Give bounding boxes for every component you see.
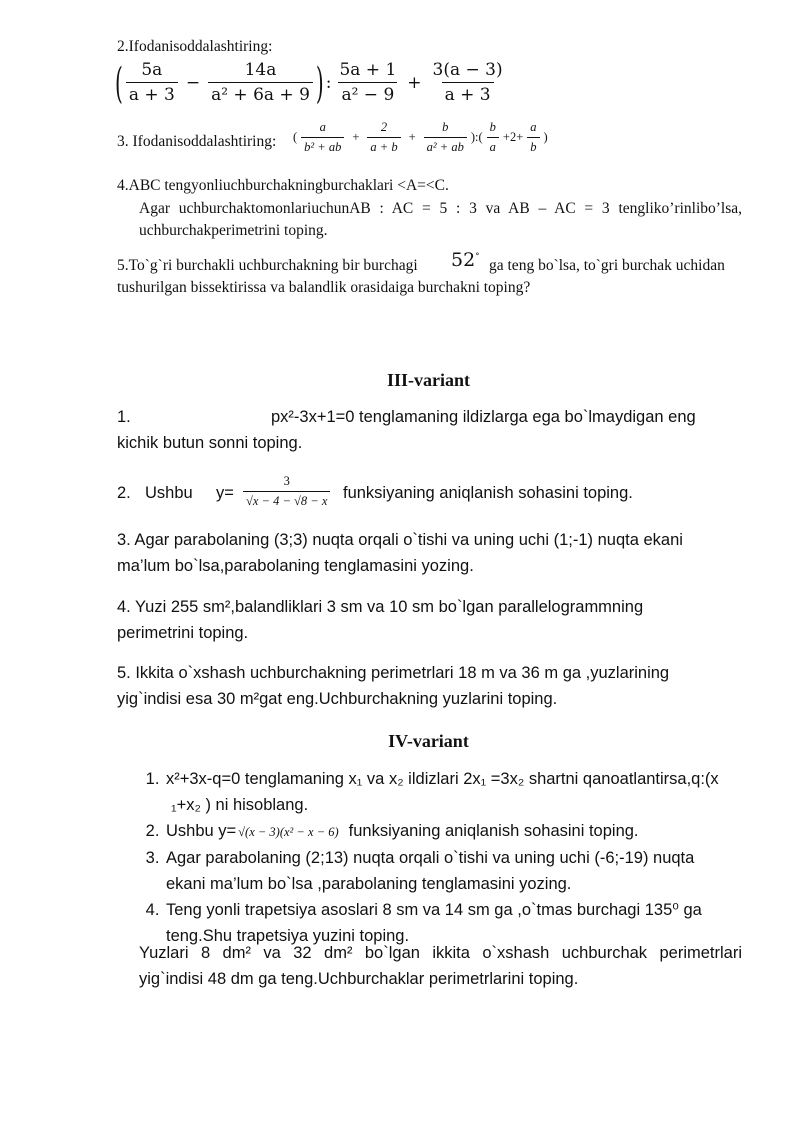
v4-task-4: 4. Teng yonli trapetsiya asoslari 8 sm va 14 sm ga ,o`tmas burchagi 135⁰ ga teng.Shu trapetsiya yuzini toping.: [164, 897, 764, 949]
v4-task-5-line-2: yig`indisi 48 dm ga teng.Uchburchaklar perimetrlarini toping.: [139, 970, 579, 988]
v3-task-5-line-2: yig`indisi esa 30 m²gat eng.Uchburchakning yuzlarini toping.: [117, 690, 558, 708]
task-5-line-1a: 5.To`g`ri burchakli uchburchakning bir burchagi: [117, 257, 418, 274]
v4-task-1: 1. x²+3x-q=0 tenglamaning x₁ va x₂ ildizlari 2x₁ =3x₂ shartni qanoatlantirsa,q:(x ₁+x₂ ) ni hisoblang.: [164, 766, 764, 818]
v3-task-5-line-1: 5. Ikkita o`xshash uchburchakning perimetrlari 18 m va 36 m ga ,yuzlarining: [117, 664, 670, 682]
fraction-3a-minus-3: $\frac{3(a - 3)}{a + 3}$: [432, 60, 503, 105]
variant-4-heading: IV-variant: [388, 731, 469, 751]
task-5-line-1b: ga teng bo`lsa, to`gri burchak uchidan: [489, 257, 725, 274]
variant-3-heading: III-variant: [386, 370, 470, 390]
task-3-expression: ( $\frac{a}{\text{b² + ab}}$ + $\frac{2}{a + b}$ + $\frac{b}{\text{a² + ab}}$ ):( $\frac{b}{a}$ +2+ $\frac{a}{b}$ ): [293, 120, 548, 154]
task-4-line-1: 4.ABC tengyonliuchburchakningburchaklari <A=<C.: [117, 177, 449, 194]
v3-task-1-text: px²-3x+1=0 tenglamaning ildizlarga ega bo`lmaydigan eng: [271, 408, 696, 426]
fraction-5a-plus-1: $\frac{5a + 1}{\text{a² − 9}}$: [339, 60, 397, 105]
v3-task-3-line-1: 3. Agar parabolaning (3;3) nuqta orqali o`tishi va uning uchi (1;-1) nuqta ekani: [117, 531, 683, 549]
v3-task-2-y: y=: [216, 484, 234, 502]
v4-task-3: 3. Agar parabolaning (2;13) nuqta orqali o`tishi va uning uchi (-6;-19) nuqta ekani ma’lum bo`lsa ,parabolaning tenglamasini yozing.: [164, 845, 764, 897]
v3-task-2-suffix: funksiyaning aniqlanish sohasini toping.: [343, 484, 633, 502]
v3-task-2-prefix: Ushbu: [145, 484, 193, 502]
v4-task-5-line-1: Yuzlari 8 dm² va 32 dm² bo`lgan ikkita o`xshash uchburchak perimetrlari: [139, 944, 742, 962]
v3-task-3-line-2: ma’lum bo`lsa,parabolaning tenglamasini yozing.: [117, 557, 474, 575]
fraction-5a: $\frac{5a}{a + 3}$: [126, 60, 178, 105]
task-3-label: 3. Ifodanisoddalashtiring:: [117, 133, 277, 150]
v3-task-4-line-1: 4. Yuzi 255 sm²,balandliklari 3 sm va 10 sm bo`lgan parallelogrammning: [117, 598, 644, 616]
task-4-line-3: uchburchakperimetrini toping.: [139, 222, 328, 239]
v3-task-1-number: 1.: [117, 408, 131, 426]
v4-task-2: 2. Ushbu y= √(x − 3)(x² − x − 6) funksiyaning aniqlanish sohasini toping.: [164, 818, 764, 845]
fraction-14a: $\frac{14a}{\text{a² + 6a + 9}}$: [208, 60, 313, 105]
v3-task-2-number: 2.: [117, 484, 131, 502]
task-2-label: 2.Ifodanisoddalashtiring:: [117, 38, 273, 55]
v3-task-4-line-2: perimetrini toping.: [117, 624, 249, 642]
task-5-angle: 52°: [451, 249, 480, 271]
task-4-line-2: Agar uchburchaktomonlariuchunAB : AC = 5 : 3 va AB – AC = 3 tengliko’rinlibo’lsa,: [139, 200, 742, 217]
task-5-line-2: tushurilgan bissektirissa va balandlik orasidaiga burchakni toping?: [117, 279, 531, 296]
v3-task-2-fraction: $\frac{3}{√x - 4 - √8 - x}$: [240, 474, 333, 509]
v3-task-1-text-2: kichik butun sonni toping.: [117, 434, 303, 452]
task-2-expression: ( $\frac{5a}{a + 3}$ − $\frac{14a}{\text{a² + 6a + 9}}$ ) : $\frac{5a + 1}{\text{a² − 9}}$ + $\frac{3(a - 3)}{a + 3}$: [115, 60, 509, 105]
v4-task-list: [139, 766, 764, 949]
